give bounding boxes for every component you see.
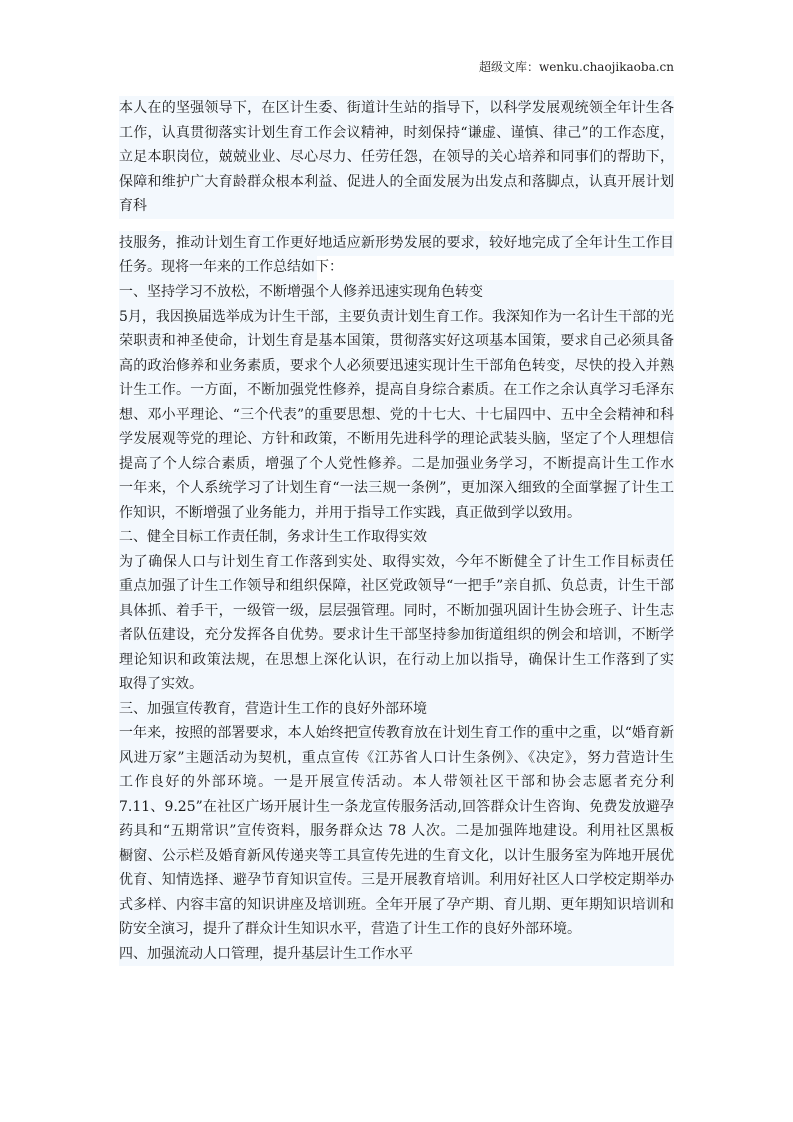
text-line: 式多样、内容丰富的知识讲座及培训班。全年开展了孕产期、育儿期、更年期知识培训和 xyxy=(119,896,674,913)
text-line: 防安全演习，提升了群众计生知识水平，营造了计生工作的良好外部环境。 xyxy=(119,921,581,937)
text-line: 一年来，个人系统学习了计划生育“一法三规一条例”，更加深入细致的全面掌握了计生工 xyxy=(119,480,674,496)
text-line: 橱窗、公示栏及婚育新风传递夹等工具宣传先进的生育文化，以计生服务室为阵地开展优 xyxy=(119,847,674,864)
text-line: 立足本职岗位，兢兢业业、尽心尽力、任劳任怨，在领导的关心培养和同事们的帮助下， xyxy=(119,149,674,165)
section xyxy=(119,942,674,967)
section xyxy=(119,525,674,697)
text-line: 学发展观等党的理论、方针和政策，不断用先进科学的理论武装头脑，坚定了个人理想信 xyxy=(119,431,674,447)
text-line: 取得了实效。 xyxy=(119,676,203,692)
text-line: 者队伍建设，充分发挥各自优势。要求计生干部坚持参加街道组织的例会和培训，不断学 xyxy=(119,627,674,643)
section-heading: 二、健全目标工作责任制，务求计生工作取得实效 xyxy=(119,529,427,545)
site-header: 超级文库：wenku.chaojikaoba.cn xyxy=(478,60,674,74)
text-line: 具体抓、着手干，一级管一级，层层强管理。同时，不断加强巩固计生协会班子、计生志 xyxy=(119,602,674,619)
section xyxy=(119,697,674,942)
text-line: 技服务，推动计划生育工作更好地适应新形势发展的要求，较好地完成了全年计生工作目 xyxy=(119,235,674,251)
text-line: 育科 xyxy=(119,198,147,214)
text-line: 5月，我因换届选举成为计生干部，主要负责计划生育工作。我深知作为一名计生干部的光 xyxy=(119,308,674,325)
text-line: 药具和“五期常识”宣传资料，服务群众达 78 人次。二是加强阵地建设。利用社区黑板 xyxy=(119,823,674,839)
text-line: 作知识，不断增强了业务能力，并用于指导工作实践，真正做到学以致用。 xyxy=(119,504,581,521)
intro-paragraph xyxy=(119,96,674,219)
text-line: 一年来，按照的部署要求，本人始终把宣传教育放在计划生育工作的重中之重，以“婚育新 xyxy=(119,725,674,741)
section xyxy=(119,280,674,525)
text-line: 想、邓小平理论、“三个代表”的重要思想、党的十七大、十七届四中、五中全会精神和科 xyxy=(119,406,674,423)
text-line: 为了确保人口与计划生育工作落到实处、取得实效，今年不断健全了计生工作目标责任 xyxy=(119,553,674,570)
text-line: 重点加强了计生工作领导和组织保障，社区党政领导“一把手”亲自抓、负总责，计生干部 xyxy=(119,578,674,594)
section-heading: 四、加强流动人口管理，提升基层计生工作水平 xyxy=(119,945,413,962)
text-line: 7.11、9.25”在社区广场开展计生一条龙宣传服务活动,回答群众计生咨询、免费发放避孕 xyxy=(119,798,674,815)
text-line: 高的政治修养和业务素质，要求个人必须要迅速实现计生干部角色转变，尽快的投入并熟 xyxy=(119,357,674,374)
section-heading: 三、加强宣传教育，营造计生工作的良好外部环境 xyxy=(119,700,427,717)
text-line: 保障和维护广大育龄群众根本利益、促进人的全面发展为出发点和落脚点，认真开展计划 xyxy=(119,173,674,190)
intro-continuation xyxy=(119,231,674,256)
text-line: 风进万家”主题活动为契机，重点宣传《江苏省人口计生条例》、《决定》，努力营造计生 xyxy=(119,749,674,766)
text-line: 优育、知情选择、避孕节育知识宣传。三是开展教育培训。利用好社区人口学校定期举办 xyxy=(119,872,674,888)
section-heading: 一、坚持学习不放松，不断增强个人修养迅速实现角色转变 xyxy=(119,284,483,300)
text-line: 荣职责和神圣使命，计划生育是基本国策，贯彻落实好这项基本国策，要求自己必须具备 xyxy=(119,333,674,349)
text-line: 理论知识和政策法规，在思想上深化认识，在行动上加以指导，确保计生工作落到了实 xyxy=(119,651,674,668)
text-line: 本人在的坚强领导下，在区计生委、街道计生站的指导下，以科学发展观统领全年计生各 xyxy=(119,100,674,116)
text-line: 工作，认真贯彻落实计划生育工作会议精神，时刻保持“谦虚、谨慎、律己”的工作态度， xyxy=(119,124,674,141)
text-line: 任务。现将一年来的工作总结如下： xyxy=(119,259,343,275)
intro-end xyxy=(119,255,343,280)
text-line: 工作良好的外部环境。一是开展宣传活动。本人带领社区干部和协会志愿者充分利 xyxy=(119,774,674,790)
text-line: 计生工作。一方面，不断加强党性修养，提高自身综合素质。在工作之余认真学习毛泽东 xyxy=(119,382,674,398)
text-line: 提高了个人综合素质，增强了个人党性修养。二是加强业务学习，不断提高计生工作水 xyxy=(119,455,674,472)
sections-body xyxy=(119,280,674,966)
